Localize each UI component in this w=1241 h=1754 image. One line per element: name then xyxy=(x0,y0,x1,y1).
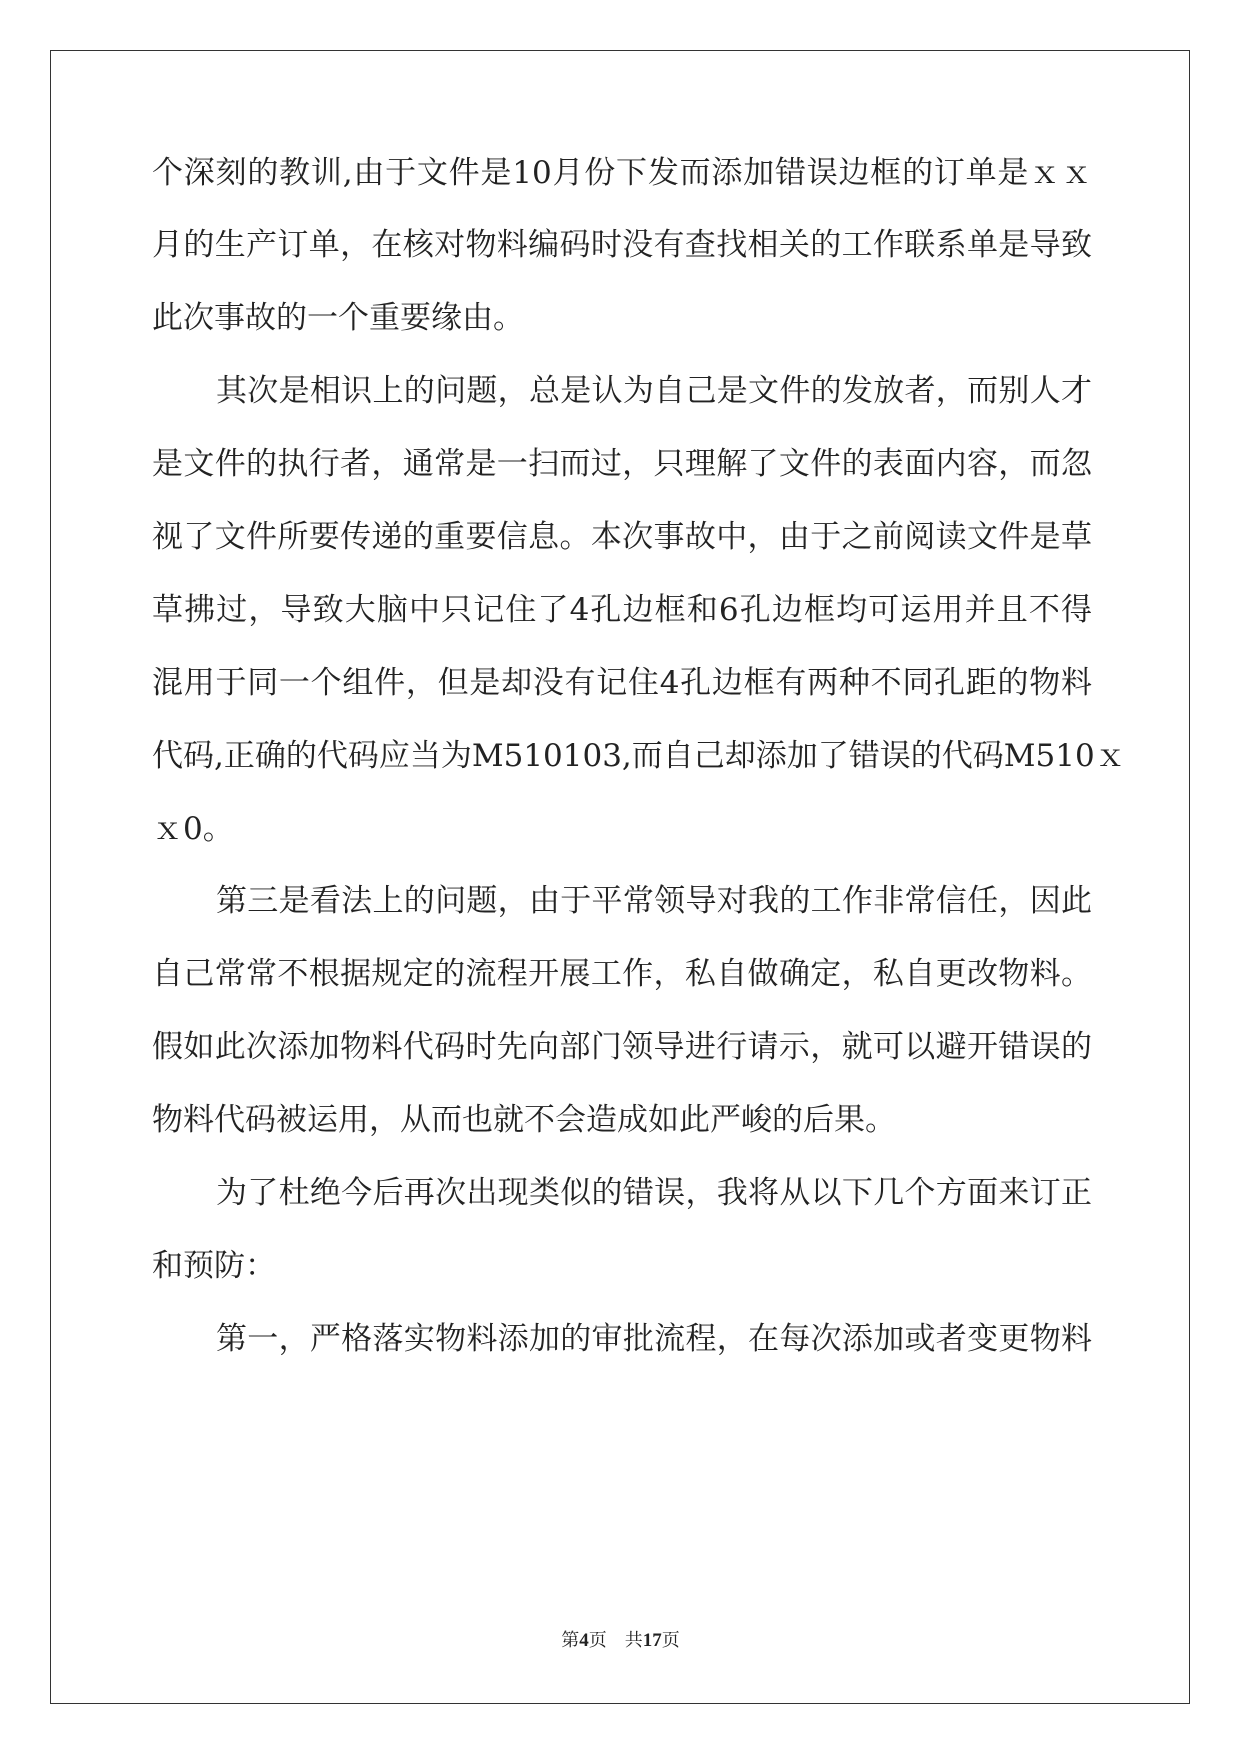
body-line: ｘ0。 xyxy=(152,811,234,847)
total-prefix: 共 xyxy=(624,1630,643,1651)
body-line: 物料代码被运用，从而也就不会造成如此严峻的后果。 xyxy=(152,1102,896,1138)
body-line: 草拂过，导致大脑中只记住了4孔边框和6孔边框均可运用并且不得 xyxy=(152,592,1092,628)
paragraph-start-line: 其次是相识上的问题，总是认为自己是文件的发放者，而别人才 xyxy=(216,373,1092,409)
total-suffix: 页 xyxy=(661,1630,680,1651)
body-line: 假如此次添加物料代码时先向部门领导进行请示，就可以避开错误的 xyxy=(152,1029,1092,1065)
body-line: 代码,正确的代码应当为M510103,而自己却添加了错误的代码M510ｘ xyxy=(152,738,1126,774)
body-line: 此次事故的一个重要缘由。 xyxy=(152,300,524,336)
paragraph-start-line: 第一，严格落实物料添加的审批流程，在每次添加或者变更物料 xyxy=(216,1321,1092,1357)
page-suffix: 页 xyxy=(588,1630,607,1651)
body-line: 和预防： xyxy=(152,1248,276,1284)
body-line: 视了文件所要传递的重要信息。本次事故中，由于之前阅读文件是草 xyxy=(152,519,1092,555)
paragraph-start-line: 第三是看法上的问题，由于平常领导对我的工作非常信任，因此 xyxy=(216,883,1092,919)
page-prefix: 第 xyxy=(561,1630,580,1651)
body-line: 自己常常不根据规定的流程开展工作，私自做确定，私自更改物料。 xyxy=(152,956,1092,992)
page-number: 4 xyxy=(579,1630,589,1651)
body-line: 混用于同一个组件，但是却没有记住4孔边框有两种不同孔距的物料 xyxy=(152,665,1092,701)
total-pages: 17 xyxy=(642,1630,662,1651)
body-line: 是文件的执行者，通常是一扫而过，只理解了文件的表面内容，而忽 xyxy=(152,446,1092,482)
paragraph-start-line: 为了杜绝今后再次出现类似的错误，我将从以下几个方面来订正 xyxy=(216,1175,1092,1211)
page-border xyxy=(50,50,1190,1704)
body-line: 个深刻的教训,由于文件是10月份下发而添加错误边框的订单是ｘｘ xyxy=(152,155,1092,191)
page-footer xyxy=(0,1626,1241,1652)
body-line: 月的生产订单，在核对物料编码时没有查找相关的工作联系单是导致 xyxy=(152,227,1092,263)
